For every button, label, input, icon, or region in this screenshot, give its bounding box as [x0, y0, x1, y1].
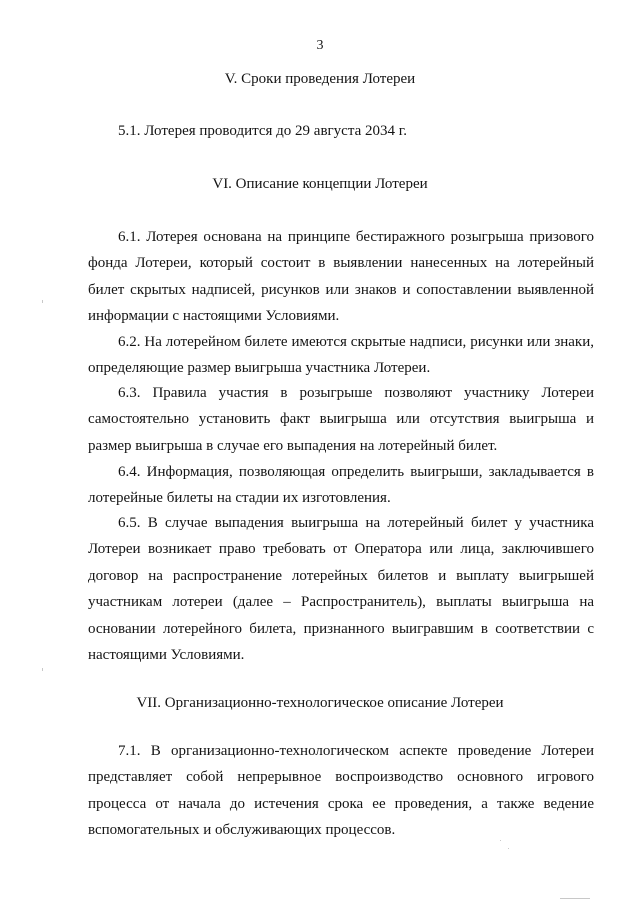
scan-mark: [42, 668, 43, 671]
section-heading-7: VII. Организационно-технологическое описание Лотереи: [136, 695, 504, 711]
paragraph-6-5: 6.5. В случае выпадения выигрыша на лотерейный билет у участника Лотереи возникает право требовать от Оператора или лица, заключившего договор на распространение лотерейных билетов и выплату выигрышей участникам лотереи (далее – Распространитель), выплаты выигрыша на основании лотерейного билета, признанного выигравшим в соответствии с настоящими Условиями.: [88, 515, 594, 664]
paragraph-5-1: 5.1. Лотерея проводится до 29 августа 2034 г.: [118, 123, 407, 139]
scan-mark: [508, 848, 509, 849]
section-heading-6: VI. Описание концепции Лотереи: [212, 176, 428, 192]
paragraph-6-1: 6.1. Лотерея основана на принципе бестиражного розыгрыша призового фонда Лотереи, который состоит в выявлении нанесенных на лотерейный билет скрытых надписей, рисунков или знаков и сопоставлении выявленной информации с настоящими Условиями.: [88, 229, 594, 325]
paragraph-6-3: 6.3. Правила участия в розыгрыше позволяют участнику Лотереи самостоятельно установить факт выигрыша или отсутствия выигрыша и размер выигрыша в случае его выпадения на лотерейный билет.: [88, 385, 594, 454]
page-number: 3: [316, 38, 324, 53]
scan-mark: [560, 898, 590, 899]
section-heading-5: V. Сроки проведения Лотереи: [224, 71, 416, 87]
scan-mark: [42, 300, 43, 303]
paragraph-6-4: 6.4. Информация, позволяющая определить выигрыши, закладывается в лотерейные билеты на стадии их изготовления.: [88, 464, 594, 507]
paragraph-6-2: 6.2. На лотерейном билете имеются скрытые надписи, рисунки или знаки, определяющие размер выигрыша участника Лотереи.: [88, 334, 594, 377]
scan-mark: [500, 840, 501, 841]
paragraph-7-1: 7.1. В организационно-технологическом аспекте проведение Лотереи представляет собой непрерывное воспроизводство основного игрового процесса от начала до истечения срока ее проведения, а также ведение вспомогательных и обслуживающих процессов.: [88, 743, 594, 839]
